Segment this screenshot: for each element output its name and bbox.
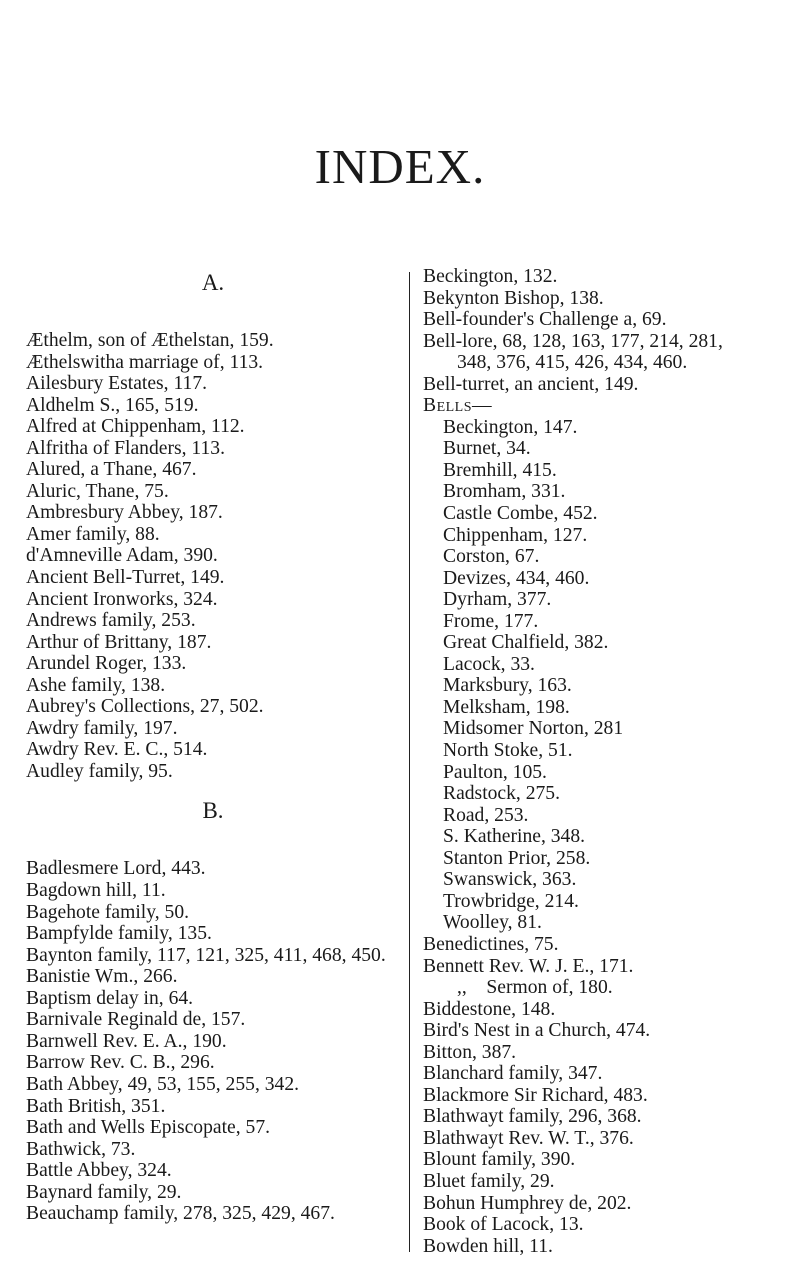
bells-subentry: Radstock, 275. (443, 783, 561, 805)
index-entry: Barrow Rev. C. B., 296. (26, 1052, 215, 1074)
index-entry: Bluet family, 29. (423, 1170, 555, 1192)
index-entry: Awdry family, 197. (26, 717, 178, 739)
index-entry: Alfritha of Flanders, 113. (26, 437, 225, 459)
index-entry: Bell-lore, 68, 128, 163, 177, 214, 281, (423, 330, 723, 352)
b-entries-continued (26, 966, 400, 1203)
index-entry: Bowden hill, 11. (423, 1235, 553, 1257)
index-entry: Badlesmere Lord, 443. (26, 858, 206, 880)
column-divider (409, 272, 410, 1252)
index-entry: Ambresbury Abbey, 187. (26, 502, 223, 524)
index-entries (423, 999, 793, 1258)
index-entry: Æthelswitha marriage of, 113. (26, 351, 264, 373)
bells-subentry: Lacock, 33. (443, 653, 535, 675)
bells-subentries (423, 417, 793, 934)
index-entry: Blount family, 390. (423, 1149, 576, 1171)
bells-subentry: Bremhill, 415. (443, 459, 557, 481)
bells-subentry: Midsomer Norton, 281 (443, 718, 624, 740)
index-entry: Beauchamp family, 278, 325, 429, 467. (26, 1203, 335, 1225)
index-entry: d'Amneville Adam, 390. (26, 545, 218, 567)
index-entry: Bennett Rev. W. J. E., 171. (423, 955, 634, 977)
index-entry: Aubrey's Collections, 27, 502. (26, 696, 264, 718)
index-entry: Blathwayt family, 296, 368. (423, 1106, 642, 1128)
index-entry: Baptism delay in, 64. (26, 987, 194, 1009)
bells-subentry: Paulton, 105. (443, 761, 547, 783)
bells-subentry: Castle Combe, 452. (443, 503, 598, 525)
index-entry: Bell-founder's Challenge a, 69. (423, 309, 667, 331)
index-entry: Beckington, 132. (423, 266, 558, 287)
index-entry: Ancient Bell-Turret, 149. (26, 567, 225, 589)
index-entry: Bampfylde family, 135. (26, 923, 212, 945)
index-entry: Blackmore Sir Richard, 483. (423, 1084, 648, 1106)
bells-subentry: Corston, 67. (443, 546, 540, 568)
bells-subentry: Beckington, 147. (443, 416, 578, 438)
right-column (423, 266, 793, 1257)
index-entry: Aldhelm S., 165, 519. (26, 394, 199, 416)
bells-heading: Bells— (423, 395, 493, 417)
section-letter-b: B. (202, 798, 224, 824)
index-entry: Andrews family, 253. (26, 610, 196, 632)
index-entry: Blathwayt Rev. W. T., 376. (423, 1127, 634, 1149)
bells-subentry: Burnet, 34. (443, 438, 531, 460)
index-entry: Bohun Humphrey de, 202. (423, 1192, 632, 1214)
index-entry: Bekynton Bishop, 138. (423, 287, 604, 309)
bells-subentry: Swanswick, 363. (443, 869, 577, 891)
index-entry: Book of Lacock, 13. (423, 1214, 584, 1236)
bells-subentry: Bromham, 331. (443, 481, 566, 503)
left-column (26, 266, 400, 1225)
index-entry-continuation: 348, 376, 415, 426, 434, 460. (457, 352, 688, 374)
bells-subentry: Woolley, 81. (443, 912, 542, 934)
index-entry: Baynard family, 29. (26, 1181, 182, 1203)
index-entry: Awdry Rev. E. C., 514. (26, 739, 208, 761)
index-entry: Alured, a Thane, 467. (26, 459, 197, 481)
bells-subentry: Frome, 177. (443, 610, 539, 632)
index-entry: Ancient Ironworks, 324. (26, 588, 218, 610)
index-entry: Bath British, 351. (26, 1095, 166, 1117)
index-entry: Barnwell Rev. E. A., 190. (26, 1030, 227, 1052)
bells-subentry: Devizes, 434, 460. (443, 567, 590, 589)
bells-subentry: Chippenham, 127. (443, 524, 588, 546)
bells-subentry: Dyrham, 377. (443, 589, 552, 611)
index-entry: Baynton family, 117, 121, 325, 411, 468, 450. (26, 944, 386, 966)
index-entry: Amer family, 88. (26, 523, 160, 545)
index-entry: Alfred at Chippenham, 112. (26, 416, 245, 438)
index-entry: Bird's Nest in a Church, 474. (423, 1020, 651, 1042)
index-subentry: ,, Sermon of, 180. (457, 977, 613, 999)
a-entries (26, 330, 400, 782)
bells-subentry: Great Chalfield, 382. (443, 632, 609, 654)
index-entry: Bathwick, 73. (26, 1138, 136, 1160)
bells-subentry: North Stoke, 51. (443, 740, 573, 762)
index-entry: Bagdown hill, 11. (26, 880, 166, 902)
b-entries (26, 858, 400, 944)
index-entry: Bath Abbey, 49, 53, 155, 255, 342. (26, 1073, 300, 1095)
index-entry: Battle Abbey, 324. (26, 1160, 172, 1182)
index-entry: Aluric, Thane, 75. (26, 480, 169, 502)
bells-subentry: Marksbury, 163. (443, 675, 572, 697)
index-entries (423, 266, 793, 331)
index-entry: Ailesbury Estates, 117. (26, 373, 208, 395)
index-entry: Æthelm, son of Æthelstan, 159. (26, 330, 274, 351)
index-entry: Bagehote family, 50. (26, 901, 190, 923)
index-entry: Barnivale Reginald de, 157. (26, 1009, 246, 1031)
index-entry: Biddestone, 148. (423, 998, 556, 1020)
index-entry: Bitton, 387. (423, 1041, 517, 1063)
index-entry: Arthur of Brittany, 187. (26, 631, 212, 653)
index-entry: Arundel Roger, 133. (26, 653, 187, 675)
index-entry: Benedictines, 75. (423, 933, 559, 955)
bells-subentry: Road, 253. (443, 804, 529, 826)
index-entry: Audley family, 95. (26, 760, 173, 782)
page-title: INDEX. (314, 139, 486, 194)
index-entry: Ashe family, 138. (26, 674, 166, 696)
section-letter-a: A. (201, 270, 225, 295)
bells-subentry: S. Katherine, 348. (443, 826, 586, 848)
index-entry: Bell-turret, an ancient, 149. (423, 373, 639, 395)
bells-subentry: Melksham, 198. (443, 696, 570, 718)
index-entry: Banistie Wm., 266. (26, 966, 178, 988)
bells-subentry: Trowbridge, 214. (443, 890, 579, 912)
index-entry: Blanchard family, 347. (423, 1063, 603, 1085)
index-entry: Bath and Wells Episcopate, 57. (26, 1117, 271, 1139)
bells-subentry: Stanton Prior, 258. (443, 847, 591, 869)
